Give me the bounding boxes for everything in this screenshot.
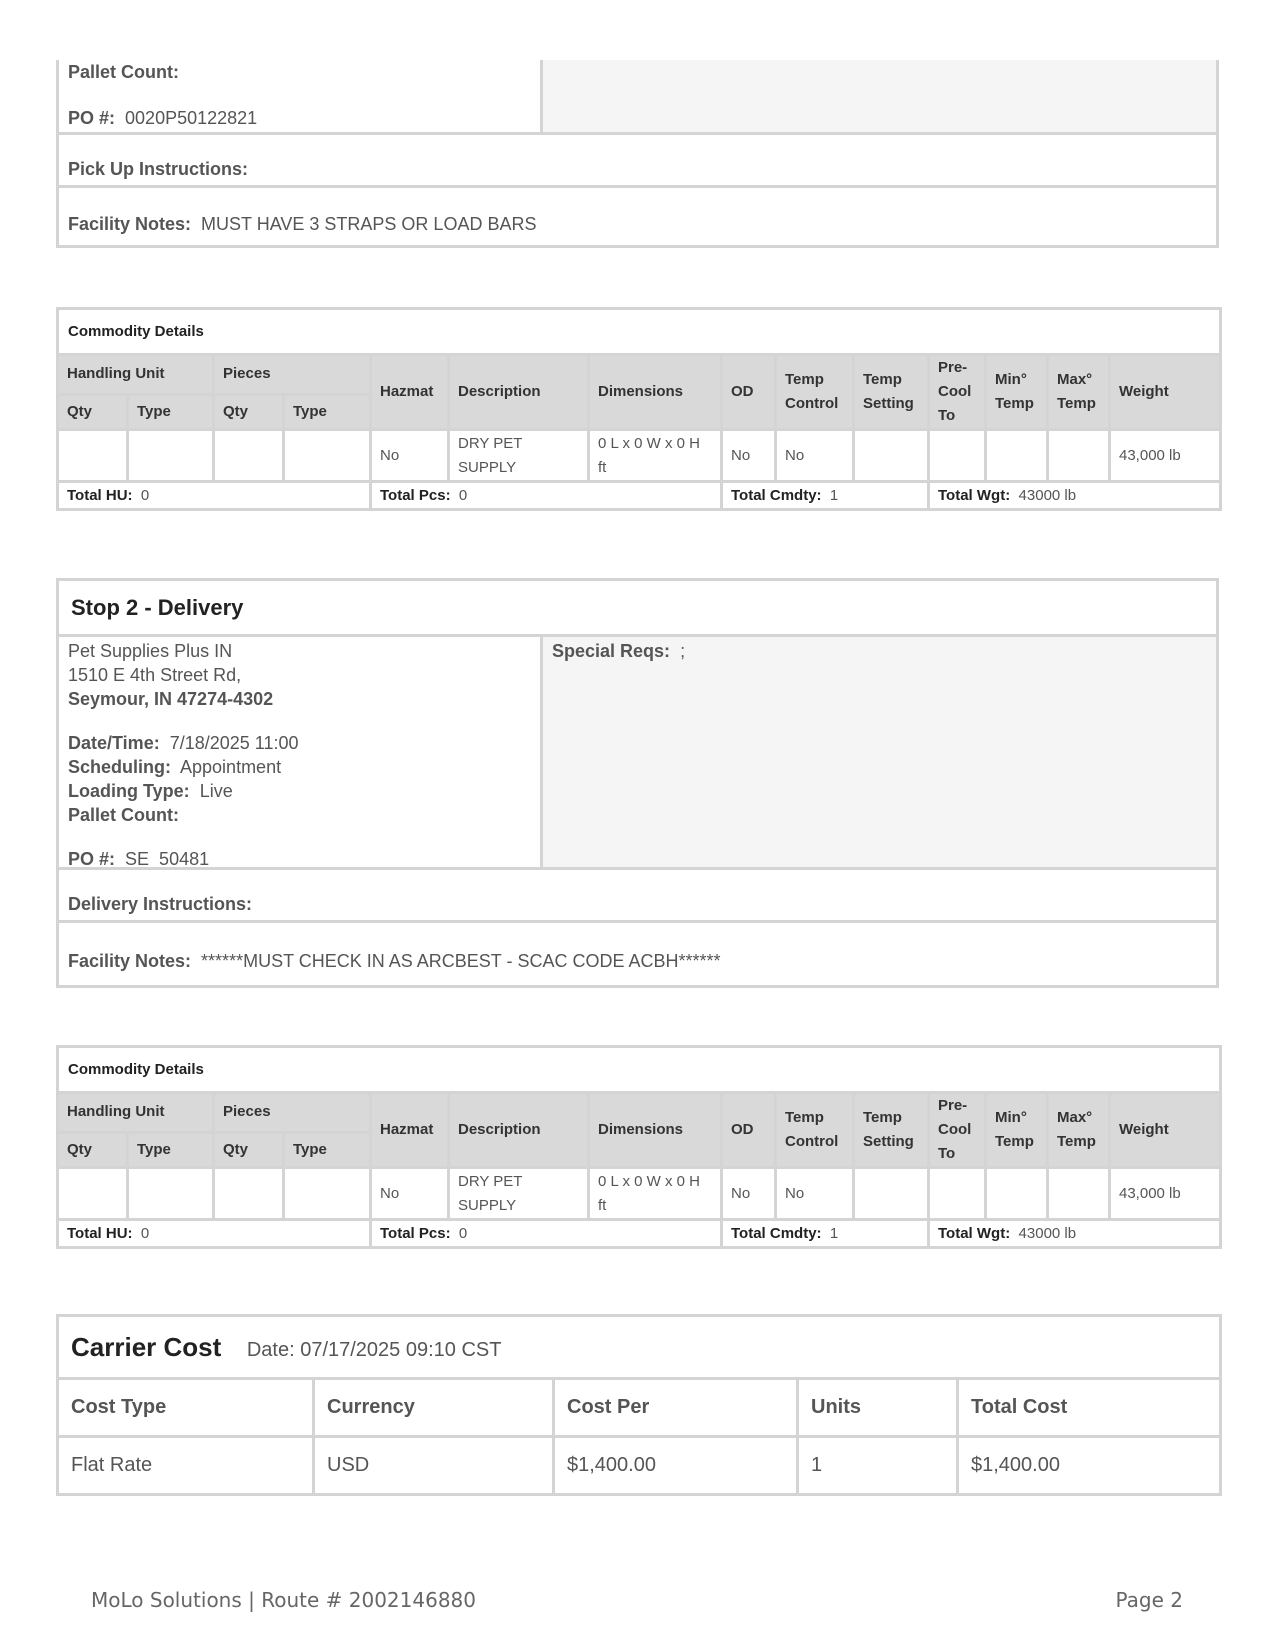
cell-description: DRY PET SUPPLY	[449, 430, 589, 482]
table-row	[58, 1437, 1221, 1495]
stop2-special-reqs-label: Special Reqs:	[552, 641, 671, 661]
stop1-po	[68, 108, 257, 129]
col-description: Description	[449, 1093, 589, 1168]
col-pcs-type: Type	[284, 1132, 371, 1167]
stop1-pickup-instructions-label: Pick Up Instructions:	[68, 159, 249, 179]
col-hu-type: Type	[128, 1132, 214, 1167]
stop2-scheduling-value: Appointment	[180, 757, 282, 777]
col-pre-cool-to: Pre-Cool To	[929, 1093, 986, 1168]
commodity-caption: Commodity Details	[58, 309, 1221, 355]
stop2-facility-notes: Facility Notes: ******MUST CHECK IN AS ARCBEST - SCAC CODE ACBH******	[68, 951, 721, 971]
col-cost-per: Cost Per	[554, 1379, 798, 1437]
footer-route: MoLo Solutions | Route # 2002146880	[91, 1588, 476, 1612]
stop1-section	[56, 60, 1219, 248]
total-pcs-value: 0	[458, 487, 468, 504]
total-wgt-value: 43000 lb	[1018, 1225, 1077, 1242]
carrier-cost-date: Date: 07/17/2025 09:10 CST	[246, 1338, 502, 1361]
col-pieces: Pieces	[214, 1093, 371, 1133]
carrier-cost-section	[56, 1314, 1222, 1496]
footer-page-number: Page 2	[1115, 1588, 1183, 1612]
stop2-delivery-instructions-label: Delivery Instructions:	[68, 894, 253, 914]
stop1-facility-notes-row	[59, 185, 1216, 248]
stop1-pickup-instructions-row	[59, 132, 1216, 188]
total-pcs: Total Pcs: 0	[371, 1220, 722, 1248]
cell-description: DRY PET SUPPLY	[449, 1168, 589, 1220]
total-cmdty-value: 1	[829, 487, 839, 504]
stop2-street: 1510 E 4th Street Rd,	[68, 665, 242, 685]
col-dimensions: Dimensions	[589, 1093, 722, 1168]
stop1-pallet-count-label: Pallet Count:	[68, 62, 179, 82]
totals-row	[58, 482, 1221, 510]
commodity-caption: Commodity Details	[58, 1047, 1221, 1093]
col-od: OD	[722, 355, 776, 430]
col-units: Units	[798, 1379, 958, 1437]
stop2-name: Pet Supplies Plus IN	[68, 641, 233, 661]
stop2-po: PO #: SE_50481	[68, 849, 210, 869]
cell-dimensions: 0 L x 0 W x 0 H ft	[589, 430, 722, 482]
stop2-address	[68, 639, 533, 871]
stop2-special-reqs	[552, 639, 685, 663]
cell-cost-per: $1,400.00	[554, 1437, 798, 1495]
stop2-datetime-value: 7/18/2025 11:00	[169, 733, 299, 753]
cell-weight: 43,000 lb	[1110, 430, 1221, 482]
col-dimensions: Dimensions	[589, 355, 722, 430]
stop2-city-state-zip: Seymour, IN 47274-4302	[68, 689, 274, 709]
col-hazmat: Hazmat	[371, 1093, 449, 1168]
stop1-facility-notes	[68, 214, 536, 235]
cell-hazmat: No	[371, 1168, 449, 1220]
col-min-temp: Min° Temp	[986, 1093, 1048, 1168]
col-temp-control: Temp Control	[776, 355, 854, 430]
col-currency: Currency	[314, 1379, 554, 1437]
col-hu-qty: Qty	[58, 394, 128, 429]
col-pieces: Pieces	[214, 355, 371, 395]
total-wgt: Total Wgt: 43000 lb	[929, 482, 1221, 510]
col-description: Description	[449, 355, 589, 430]
total-wgt: Total Wgt: 43000 lb	[929, 1220, 1221, 1248]
table-row	[58, 430, 1221, 482]
stop2-title: Stop 2 - Delivery	[71, 595, 244, 620]
col-min-temp: Min° Temp	[986, 355, 1048, 430]
stop2-loading-type-value: Live	[199, 781, 233, 801]
total-wgt-value: 43000 lb	[1018, 487, 1077, 504]
stop1-facility-notes-value: MUST HAVE 3 STRAPS OR LOAD BARS	[201, 214, 537, 234]
cell-hazmat: No	[371, 430, 449, 482]
cell-weight: 43,000 lb	[1110, 1168, 1221, 1220]
col-temp-control: Temp Control	[776, 1093, 854, 1168]
stop2-delivery-instructions-row	[59, 867, 1216, 923]
col-temp-setting: Temp Setting	[854, 1093, 929, 1168]
stop2-facility-notes-row	[59, 920, 1216, 988]
stop2-special-reqs-value: ;	[680, 641, 686, 661]
cell-temp-control: No	[776, 1168, 854, 1220]
stop2-loading-type: Loading Type: Live	[68, 781, 233, 801]
cell-units: 1	[798, 1437, 958, 1495]
stop2-datetime: Date/Time: 7/18/2025 11:00	[68, 733, 299, 753]
col-weight: Weight	[1110, 1093, 1221, 1168]
cell-total-cost: $1,400.00	[958, 1437, 1221, 1495]
total-cmdty-value: 1	[829, 1225, 839, 1242]
col-pcs-qty: Qty	[214, 394, 284, 429]
stop2-scheduling: Scheduling: Appointment	[68, 757, 282, 777]
commodity-table-1	[56, 307, 1222, 511]
stop1-special-reqs-panel	[540, 60, 1216, 132]
col-handling-unit: Handling Unit	[58, 355, 214, 395]
cell-od: No	[722, 430, 776, 482]
total-hu: Total HU: 0	[58, 482, 371, 510]
stop2-section	[56, 578, 1219, 988]
cell-od: No	[722, 1168, 776, 1220]
cell-dimensions: 0 L x 0 W x 0 H ft	[589, 1168, 722, 1220]
total-pcs-value: 0	[458, 1225, 468, 1242]
total-pcs: Total Pcs: 0	[371, 482, 722, 510]
total-cmdty: Total Cmdty: 1	[722, 1220, 929, 1248]
col-cost-type: Cost Type	[58, 1379, 314, 1437]
total-hu: Total HU: 0	[58, 1220, 371, 1248]
stop2-pallet-count-label: Pallet Count:	[68, 805, 179, 825]
col-hu-type: Type	[128, 394, 214, 429]
col-pre-cool-to: Pre-Cool To	[929, 355, 986, 430]
col-handling-unit: Handling Unit	[58, 1093, 214, 1133]
col-total-cost: Total Cost	[958, 1379, 1221, 1437]
col-pcs-type: Type	[284, 394, 371, 429]
stop1-po-value: 0020P50122821	[125, 108, 258, 128]
stop2-facility-notes-value: ******MUST CHECK IN AS ARCBEST - SCAC CODE ACBH******	[201, 951, 721, 971]
total-hu-value: 0	[140, 487, 150, 504]
col-pcs-qty: Qty	[214, 1132, 284, 1167]
totals-row	[58, 1220, 1221, 1248]
stop2-special-reqs-panel	[540, 637, 1216, 867]
col-od: OD	[722, 1093, 776, 1168]
col-hazmat: Hazmat	[371, 355, 449, 430]
col-weight: Weight	[1110, 355, 1221, 430]
cell-currency: USD	[314, 1437, 554, 1495]
stop1-po-label: PO #:	[68, 108, 116, 128]
table-row	[58, 1168, 1221, 1220]
carrier-cost-header	[58, 1316, 1221, 1379]
col-max-temp: Max° Temp	[1048, 355, 1110, 430]
col-temp-setting: Temp Setting	[854, 355, 929, 430]
commodity-table-2	[56, 1045, 1222, 1249]
total-cmdty: Total Cmdty: 1	[722, 482, 929, 510]
col-max-temp: Max° Temp	[1048, 1093, 1110, 1168]
stop1-facility-notes-label: Facility Notes:	[68, 214, 192, 234]
cell-temp-control: No	[776, 430, 854, 482]
carrier-cost-header-row	[58, 1379, 1221, 1437]
carrier-cost-title: Carrier Cost	[71, 1331, 222, 1362]
stop2-po-value: SE_50481	[125, 849, 210, 869]
total-hu-value: 0	[140, 1225, 150, 1242]
col-hu-qty: Qty	[58, 1132, 128, 1167]
cell-cost-type: Flat Rate	[58, 1437, 314, 1495]
